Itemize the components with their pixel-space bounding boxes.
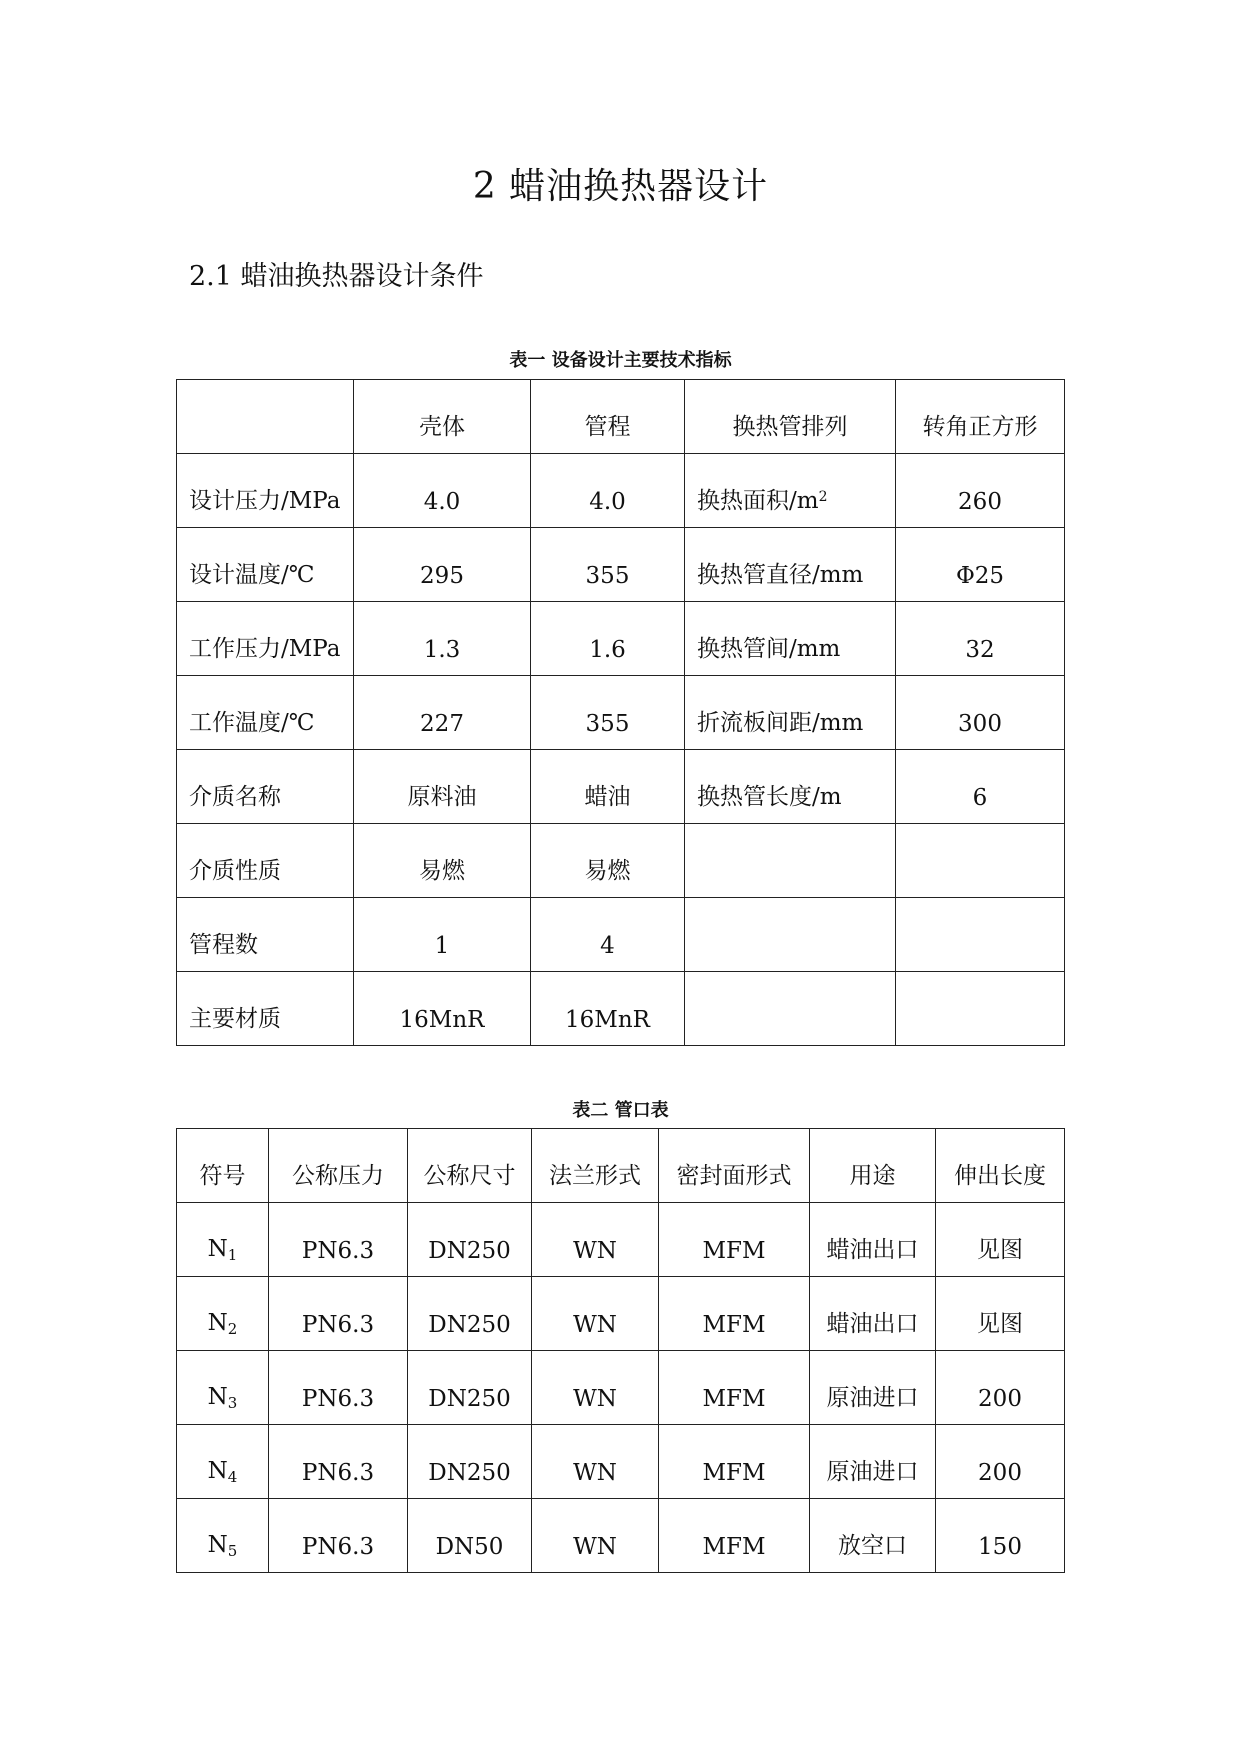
nozzle-symbol-letter: N bbox=[207, 1458, 228, 1484]
row-label: 设计压力/MPa bbox=[177, 454, 354, 528]
nominal-size: DN250 bbox=[408, 1277, 532, 1351]
tube-value: 4.0 bbox=[531, 454, 685, 528]
shell-value: 295 bbox=[354, 528, 531, 602]
nominal-pressure: PN6.3 bbox=[269, 1203, 408, 1277]
flange-type: WN bbox=[532, 1499, 659, 1573]
seal-face-type: MFM bbox=[659, 1425, 810, 1499]
row-label: 介质名称 bbox=[177, 750, 354, 824]
tube-value: 蜡油 bbox=[531, 750, 685, 824]
nominal-size: DN250 bbox=[408, 1425, 532, 1499]
flange-type: WN bbox=[532, 1277, 659, 1351]
param-value: 300 bbox=[896, 676, 1065, 750]
row-label: 工作压力/MPa bbox=[177, 602, 354, 676]
row-label: 主要材质 bbox=[177, 972, 354, 1046]
chapter-title: 2 蜡油换热器设计 bbox=[472, 166, 769, 207]
seal-face-type: MFM bbox=[659, 1351, 810, 1425]
param-value: Φ25 bbox=[896, 528, 1065, 602]
row-label: 管程数 bbox=[177, 898, 354, 972]
seal-face-type: MFM bbox=[659, 1499, 810, 1573]
param-label-text: 换热面积/m bbox=[697, 488, 819, 514]
param-label-text: 换热管直径/mm bbox=[697, 562, 864, 588]
tube-value: 355 bbox=[531, 676, 685, 750]
nominal-size: DN50 bbox=[408, 1499, 532, 1573]
tube-value: 1.6 bbox=[531, 602, 685, 676]
nozzle-use: 原油进口 bbox=[810, 1351, 936, 1425]
extension-length: 见图 bbox=[936, 1203, 1065, 1277]
param-value bbox=[896, 824, 1065, 898]
nozzle-symbol bbox=[177, 1351, 269, 1425]
nominal-size: DN250 bbox=[408, 1351, 532, 1425]
table-row bbox=[177, 898, 1065, 972]
header-cell: 壳体 bbox=[354, 380, 531, 454]
nozzle-table bbox=[176, 1128, 1065, 1573]
param-label-text: 换热管间/mm bbox=[697, 636, 841, 662]
param-label bbox=[685, 454, 896, 528]
shell-value: 原料油 bbox=[354, 750, 531, 824]
header-cell: 公称尺寸 bbox=[408, 1129, 532, 1203]
param-value: 32 bbox=[896, 602, 1065, 676]
shell-value: 16MnR bbox=[354, 972, 531, 1046]
param-unit-exponent: 2 bbox=[818, 489, 828, 505]
seal-face-type: MFM bbox=[659, 1203, 810, 1277]
nominal-size: DN250 bbox=[408, 1203, 532, 1277]
nozzle-symbol-index: 1 bbox=[227, 1246, 238, 1264]
shell-value: 易燃 bbox=[354, 824, 531, 898]
param-value: 6 bbox=[896, 750, 1065, 824]
extension-length: 150 bbox=[936, 1499, 1065, 1573]
table2-caption: 表二 管口表 bbox=[572, 1100, 669, 1121]
extension-length: 见图 bbox=[936, 1277, 1065, 1351]
table-row bbox=[177, 602, 1065, 676]
table-row bbox=[177, 528, 1065, 602]
table-row bbox=[177, 1425, 1065, 1499]
tube-value: 16MnR bbox=[531, 972, 685, 1046]
header-cell: 换热管排列 bbox=[685, 380, 896, 454]
table-row bbox=[177, 972, 1065, 1046]
header-cell bbox=[177, 380, 354, 454]
nozzle-symbol-index: 2 bbox=[227, 1320, 238, 1338]
tube-value: 355 bbox=[531, 528, 685, 602]
param-label-text: 折流板间距/mm bbox=[697, 710, 864, 736]
header-cell: 符号 bbox=[177, 1129, 269, 1203]
table-row bbox=[177, 1277, 1065, 1351]
param-value bbox=[896, 972, 1065, 1046]
param-label bbox=[685, 602, 896, 676]
header-cell: 转角正方形 bbox=[896, 380, 1065, 454]
nozzle-use: 蜡油出口 bbox=[810, 1277, 936, 1351]
nozzle-symbol-index: 3 bbox=[227, 1394, 238, 1412]
row-label: 介质性质 bbox=[177, 824, 354, 898]
design-spec-table bbox=[176, 379, 1065, 1046]
param-label bbox=[685, 972, 896, 1046]
tube-value: 4 bbox=[531, 898, 685, 972]
header-cell: 管程 bbox=[531, 380, 685, 454]
param-label bbox=[685, 528, 896, 602]
table-row bbox=[177, 750, 1065, 824]
header-cell: 用途 bbox=[810, 1129, 936, 1203]
nominal-pressure: PN6.3 bbox=[269, 1351, 408, 1425]
nozzle-use: 放空口 bbox=[810, 1499, 936, 1573]
extension-length: 200 bbox=[936, 1425, 1065, 1499]
row-label: 工作温度/℃ bbox=[177, 676, 354, 750]
table-row bbox=[177, 1203, 1065, 1277]
header-cell: 伸出长度 bbox=[936, 1129, 1065, 1203]
nozzle-symbol bbox=[177, 1499, 269, 1573]
nozzle-symbol-letter: N bbox=[207, 1532, 228, 1558]
extension-length: 200 bbox=[936, 1351, 1065, 1425]
param-value: 260 bbox=[896, 454, 1065, 528]
shell-value: 1.3 bbox=[354, 602, 531, 676]
nozzle-use: 原油进口 bbox=[810, 1425, 936, 1499]
param-label bbox=[685, 898, 896, 972]
nominal-pressure: PN6.3 bbox=[269, 1277, 408, 1351]
nozzle-symbol-letter: N bbox=[207, 1310, 228, 1336]
table1-caption: 表一 设备设计主要技术指标 bbox=[509, 350, 732, 371]
flange-type: WN bbox=[532, 1351, 659, 1425]
tube-value: 易燃 bbox=[531, 824, 685, 898]
param-label bbox=[685, 676, 896, 750]
nozzle-symbol-index: 4 bbox=[227, 1468, 238, 1486]
param-label-text: 换热管长度/m bbox=[697, 784, 842, 810]
table-row bbox=[177, 454, 1065, 528]
nozzle-use: 蜡油出口 bbox=[810, 1203, 936, 1277]
header-cell: 公称压力 bbox=[269, 1129, 408, 1203]
seal-face-type: MFM bbox=[659, 1277, 810, 1351]
nominal-pressure: PN6.3 bbox=[269, 1425, 408, 1499]
flange-type: WN bbox=[532, 1425, 659, 1499]
shell-value: 4.0 bbox=[354, 454, 531, 528]
section-title: 2.1 蜡油换热器设计条件 bbox=[189, 261, 484, 292]
header-cell: 密封面形式 bbox=[659, 1129, 810, 1203]
table-header-row bbox=[177, 1129, 1065, 1203]
row-label: 设计温度/℃ bbox=[177, 528, 354, 602]
param-label bbox=[685, 750, 896, 824]
table-row bbox=[177, 676, 1065, 750]
shell-value: 1 bbox=[354, 898, 531, 972]
nozzle-symbol bbox=[177, 1425, 269, 1499]
param-label bbox=[685, 824, 896, 898]
nozzle-symbol bbox=[177, 1203, 269, 1277]
flange-type: WN bbox=[532, 1203, 659, 1277]
nozzle-symbol-letter: N bbox=[207, 1384, 228, 1410]
table-row bbox=[177, 824, 1065, 898]
shell-value: 227 bbox=[354, 676, 531, 750]
nozzle-symbol-letter: N bbox=[207, 1236, 228, 1262]
param-value bbox=[896, 898, 1065, 972]
nozzle-symbol bbox=[177, 1277, 269, 1351]
table-header-row bbox=[177, 380, 1065, 454]
nozzle-symbol-index: 5 bbox=[227, 1542, 238, 1560]
nominal-pressure: PN6.3 bbox=[269, 1499, 408, 1573]
table-row bbox=[177, 1499, 1065, 1573]
header-cell: 法兰形式 bbox=[532, 1129, 659, 1203]
table-row bbox=[177, 1351, 1065, 1425]
